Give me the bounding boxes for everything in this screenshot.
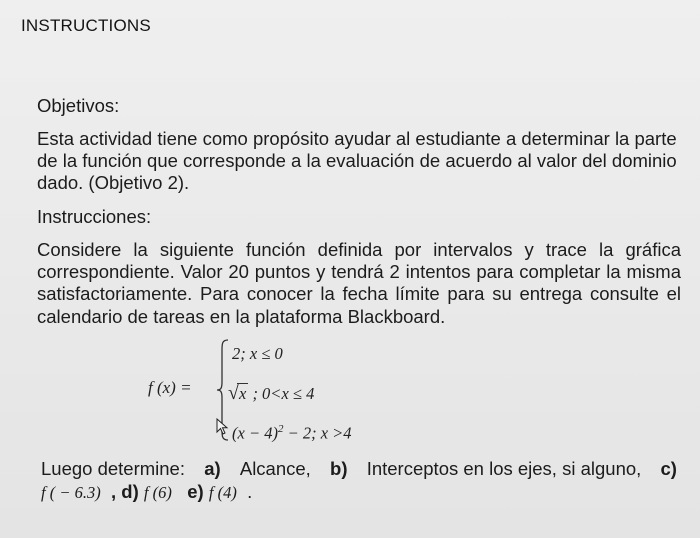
tasks-intro: Luego determine:: [41, 458, 185, 479]
mouse-cursor-icon: [216, 418, 230, 436]
piecewise-function: [148, 338, 428, 448]
instructions-line: correspondiente. Valor 20 puntos y tendrá 2 intentos para completar la misma: [37, 261, 681, 283]
case-2-condition: ; 0<x ≤ 4: [248, 384, 315, 403]
case-3-condition: − 2; x >4: [283, 423, 352, 443]
case-2: [228, 382, 314, 405]
objectives-line: Esta actividad tiene como propósito ayudar al estudiante a determinar la parte: [37, 128, 677, 149]
task-a-label: a): [204, 458, 221, 479]
instructions-heading: Instrucciones:: [37, 206, 152, 227]
task-c-label: c): [660, 458, 677, 479]
case-3-expression: (x − 4): [232, 423, 278, 443]
objectives-paragraph: [37, 128, 681, 195]
instructions-paragraph: [37, 239, 681, 328]
tasks-paragraph: [41, 457, 677, 504]
task-d-label: , d): [111, 481, 139, 502]
instructions-line: calendario de tareas en la plataforma Blackboard.: [37, 305, 446, 327]
tasks-line-2: [41, 480, 677, 504]
sqrt-icon: √: [228, 382, 239, 404]
task-b-text: Interceptos en los ejes, si alguno,: [366, 458, 642, 479]
instructions-line: satisfactoriamente. Para conocer la fecha límite para su entrega consulte el: [37, 283, 681, 305]
objectives-line: dado. (Objetivo 2).: [37, 172, 190, 194]
task-c-expression: f ( − 6.3): [41, 483, 101, 502]
case-1: 2; x ≤ 0: [232, 344, 283, 363]
page-title: INSTRUCTIONS: [21, 16, 151, 35]
tasks-line-1: [41, 457, 677, 480]
task-e-label: e): [187, 481, 204, 502]
instructions-line: Considere la siguiente función definida por intervalos y trace la gráfica: [37, 239, 681, 260]
sqrt-radicand: x: [238, 384, 247, 403]
tasks-end-mark: .: [247, 481, 253, 502]
task-a-text: Alcance,: [239, 458, 311, 479]
task-d-expression: f (6): [143, 483, 172, 502]
objectives-line: de la función que corresponde a la evaluación de acuerdo al valor del dominio: [37, 150, 677, 172]
function-name: f (x) =: [148, 378, 192, 397]
case-3-exponent: 2: [277, 423, 284, 435]
task-b-label: b): [330, 458, 348, 479]
objectives-heading: Objetivos:: [37, 95, 120, 116]
task-e-expression: f (4): [208, 483, 237, 502]
case-3: [232, 423, 352, 444]
